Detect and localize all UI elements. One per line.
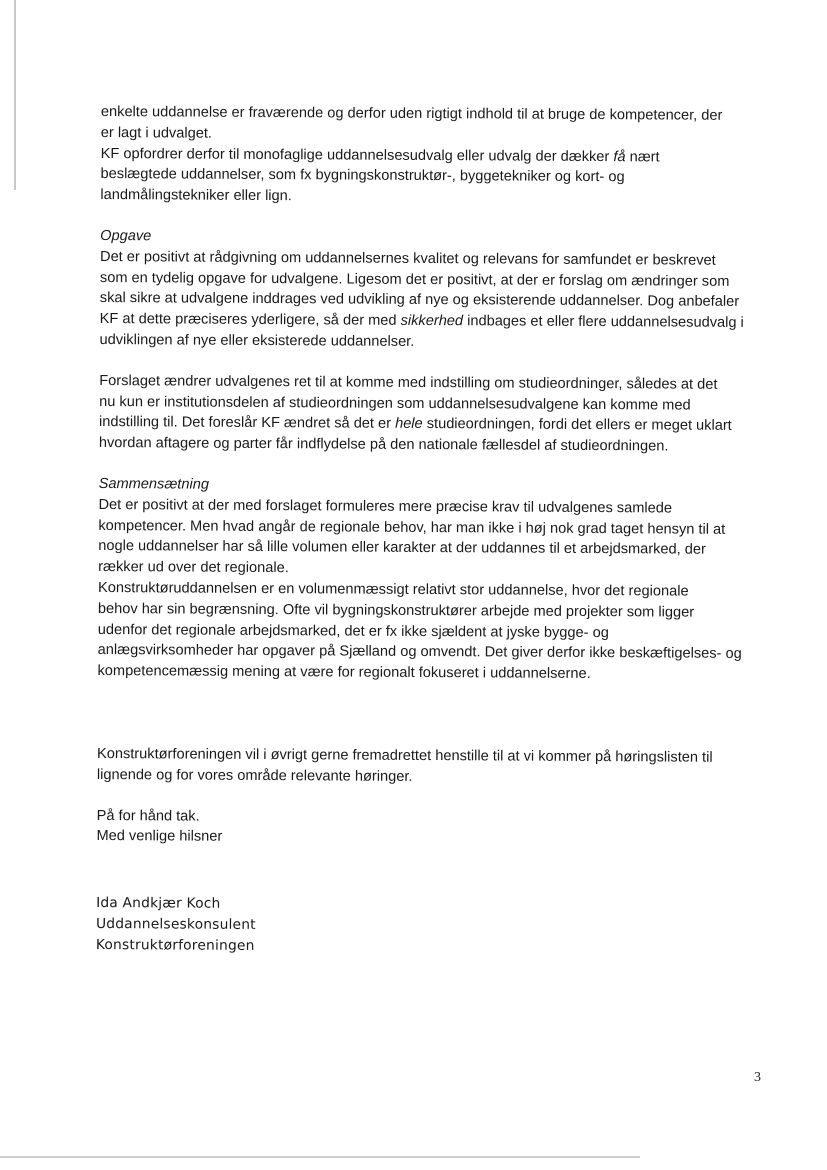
- text-run: nært: [625, 148, 660, 166]
- thanks-line: På for hånd tak.: [96, 807, 200, 825]
- text-run: KF opfordrer derfor til monofaglige uddannelsesudvalg eller udvalg der dækker: [100, 145, 614, 165]
- text-run: studieordningen, fordi det ellers er meget uklart: [422, 416, 732, 435]
- text-line: anlægsvirksomheder har opgaver på Sjælland og omvendt. Det giver derfor ikke beskæftigelses- og: [97, 642, 742, 663]
- emphasis-text: få: [613, 148, 626, 165]
- signature-block: [96, 893, 776, 960]
- text-line: rækker ud over det regionale.: [98, 559, 289, 577]
- paragraph-udvalg: [100, 102, 781, 210]
- page-number: 3: [754, 1070, 761, 1085]
- text-line: beslægtede uddannelser, som fx bygningskonstruktør-, byggetekniker og kort- og: [100, 166, 625, 186]
- scan-bottom-edge: [0, 1156, 640, 1158]
- paragraph-studieordninger: [99, 371, 779, 458]
- section-sammensaetning: [97, 474, 778, 686]
- text-line: nu kun er institutionsdelen af studieordningen som uddannelsesudvalgene kan komme med: [99, 393, 691, 414]
- section-heading: Opgave: [100, 227, 152, 245]
- text-line: kompetencemæssig mening at være for regionalt fokuseret i uddannelserne.: [97, 663, 591, 683]
- text-line: Det er positivt at der med forslaget formuleres mere præcise krav til udvalgenes samlede: [98, 496, 673, 517]
- text-line: landmålingstekniker eller lign.: [100, 187, 292, 205]
- text-line: Forslaget ændrer udvalgenes ret til at komme med indstilling om studieordninger, således at det: [99, 372, 718, 393]
- regards-line: Med venlige hilsner: [96, 828, 223, 846]
- text-line: Det er positivt at rådgivning om uddannelsernes kvalitet og relevans for samfundet er beskrevet: [100, 248, 716, 269]
- emphasis-text: hele: [395, 416, 423, 433]
- signatory-organization: Konstruktørforeningen: [95, 936, 255, 954]
- section-opgave: [99, 226, 780, 355]
- document-body: [96, 102, 781, 960]
- text-line: er lagt i udvalget.: [100, 124, 213, 142]
- text-line: Konstruktøruddannelsen er en volumenmæssigt relativt stor uddannelse, hvor det regionale: [97, 579, 689, 600]
- text-line: som en tydelig opgave for udvalgene. Ligesom det er positivt, at der er forslag om ændringer som: [99, 269, 730, 290]
- text-line: hvordan aftagere og parter får indflydelse på den nationale fællesdel af studieordningen.: [98, 435, 669, 455]
- scan-left-edge: [14, 0, 16, 190]
- text-line: skal sikre at udvalgene inddrages ved udvikling af nye og eksisterende uddannelser. Dog anbefaler: [99, 290, 740, 311]
- text-run: indbages et eller flere uddannelsesudvalg i: [463, 313, 744, 332]
- text-run: KF at dette præciseres yderligere, så der med: [99, 311, 401, 330]
- text-line: behov har sin begrænsning. Ofte vil bygningskonstruktører arbejde med projekter som ligger: [97, 600, 695, 621]
- text-line: nogle uddannelser har så lille volumen eller karakter at der uddannes til et arbejdsmarked, der: [98, 538, 706, 559]
- text-line: udviklingen af nye eller eksisterede uddannelser.: [99, 331, 415, 350]
- text-line: kompetencer. Men hvad angår de regionale behov, har man ikke i høj nok grad taget hensyn til at: [98, 517, 726, 538]
- section-heading: Sammensætning: [98, 475, 210, 493]
- closing-remarks: [96, 744, 777, 851]
- text-run: indstilling til. Det foreslår KF ændret så det er: [98, 414, 396, 433]
- signatory-title: Uddannelseskonsulent: [95, 915, 256, 933]
- text-line: udenfor det regionale arbejdsmarked, det er fx ikke sjældent at jyske bygge- og: [97, 621, 609, 641]
- text-line: enkelte uddannelse er fraværende og derfor uden rigtigt indhold til at bruge de kompetencer, der: [100, 103, 723, 124]
- text-line: Konstruktørforeningen vil i øvrigt gerne fremadrettet henstille til at vi kommer på høringslisten til: [96, 745, 713, 766]
- emphasis-text: sikkerhed: [400, 313, 464, 330]
- text-line: lignende og for vores område relevante høringer.: [96, 766, 413, 785]
- signatory-name: Ida Andkjær Koch: [96, 895, 221, 912]
